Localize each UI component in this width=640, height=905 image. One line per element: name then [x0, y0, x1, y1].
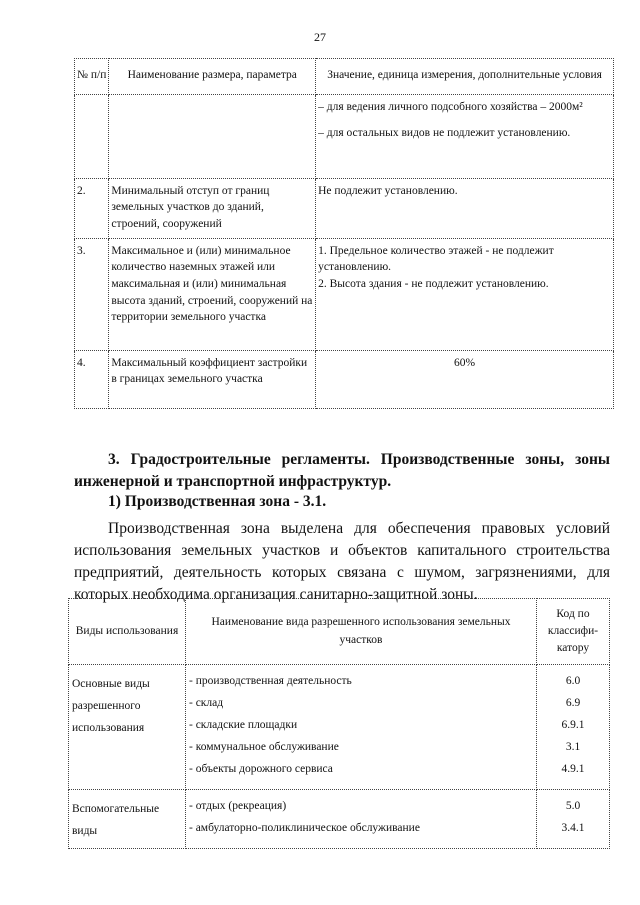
list-item: - объекты дорожного сервиса: [189, 763, 333, 775]
table-row: [75, 350, 614, 408]
classifier-code: 4.9.1: [561, 763, 585, 775]
row-number: 4.: [75, 350, 109, 408]
value-line: 1. Предельное количество этажей - не подлежит установлению.: [318, 244, 554, 274]
subsection-heading: 1) Производственная зона - 3.1.: [108, 493, 327, 510]
table-header-row: [75, 59, 614, 95]
use-codes: [537, 790, 610, 849]
row-number: 2.: [75, 178, 109, 238]
use-codes: [537, 665, 610, 790]
row-parameter: [109, 94, 316, 178]
row-value: 60%: [316, 350, 614, 408]
header-number: № п/п: [75, 59, 109, 95]
row-value: [316, 94, 614, 178]
classifier-code: 6.0: [565, 675, 581, 687]
zone-parameters-table: [74, 58, 614, 409]
use-type-main: Основные виды разрешенного использования: [69, 665, 186, 790]
row-value: [316, 238, 614, 350]
row-number: 3.: [75, 238, 109, 350]
header-code: Код по классифи-катору: [537, 599, 610, 665]
row-parameter: Максимальное и (или) минимальное количество наземных этажей или максимальная и (или) минимальная высота зданий, строений, сооружений на территории земельного участка: [109, 238, 316, 350]
table-row: [69, 790, 610, 849]
value-line: – для ведения личного подсобного хозяйства – 2000м²: [318, 100, 583, 113]
list-item: - склад: [189, 697, 224, 709]
classifier-code: 6.9.1: [561, 719, 585, 731]
header-value: Значение, единица измерения, дополнительные условия: [316, 59, 614, 95]
use-names: [186, 665, 537, 790]
header-use-name: Наименование вида разрешенного использования земельных участков: [186, 599, 537, 665]
table-row: [75, 178, 614, 238]
row-value: [316, 178, 614, 238]
value-line: Не подлежит установлению.: [318, 184, 458, 197]
classifier-code: 3.4.1: [561, 822, 585, 834]
land-use-types-table: [68, 598, 610, 849]
classifier-code: 5.0: [565, 800, 581, 812]
value-line: 2. Высота здания - не подлежит установлению.: [318, 278, 549, 291]
list-item: - отдых (рекреация): [189, 800, 287, 812]
list-item: - складские площадки: [189, 719, 298, 731]
classifier-code: 6.9: [565, 697, 581, 709]
row-parameter: Максимальный коэффициент застройки в границах земельного участка: [109, 350, 316, 408]
section-heading: 3. Градостроительные регламенты. Производственные зоны, зоны инженерной и транспортной инфраструктур.: [74, 451, 610, 490]
table-row: [75, 94, 614, 178]
row-parameter: Минимальный отступ от границ земельных участков до зданий, строений, сооружений: [109, 178, 316, 238]
zone-description-paragraph: Производственная зона выделена для обеспечения правовых условий использования земельных участков и объектов капитального строительства предприятий, деятельность которых связана с шумом, загрязнениями, для которых необходима организация санитарно-защитной зоны.: [74, 520, 610, 603]
list-item: - амбулаторно-поликлиническое обслуживание: [189, 822, 420, 834]
use-type-auxiliary: Вспомогательные виды: [69, 790, 186, 849]
use-names: [186, 790, 537, 849]
page-number: 27: [314, 30, 326, 44]
header-use-type: Виды использования: [69, 599, 186, 665]
table-header-row: [69, 599, 610, 665]
classifier-code: 3.1: [565, 741, 581, 753]
list-item: - коммунальное обслуживание: [189, 741, 339, 753]
row-number: [75, 94, 109, 178]
header-parameter-name: Наименование размера, параметра: [109, 59, 316, 95]
table-row: [75, 238, 614, 350]
value-line: – для остальных видов не подлежит установлению.: [318, 127, 571, 140]
table-row: [69, 665, 610, 790]
list-item: - производственная деятельность: [189, 675, 352, 687]
